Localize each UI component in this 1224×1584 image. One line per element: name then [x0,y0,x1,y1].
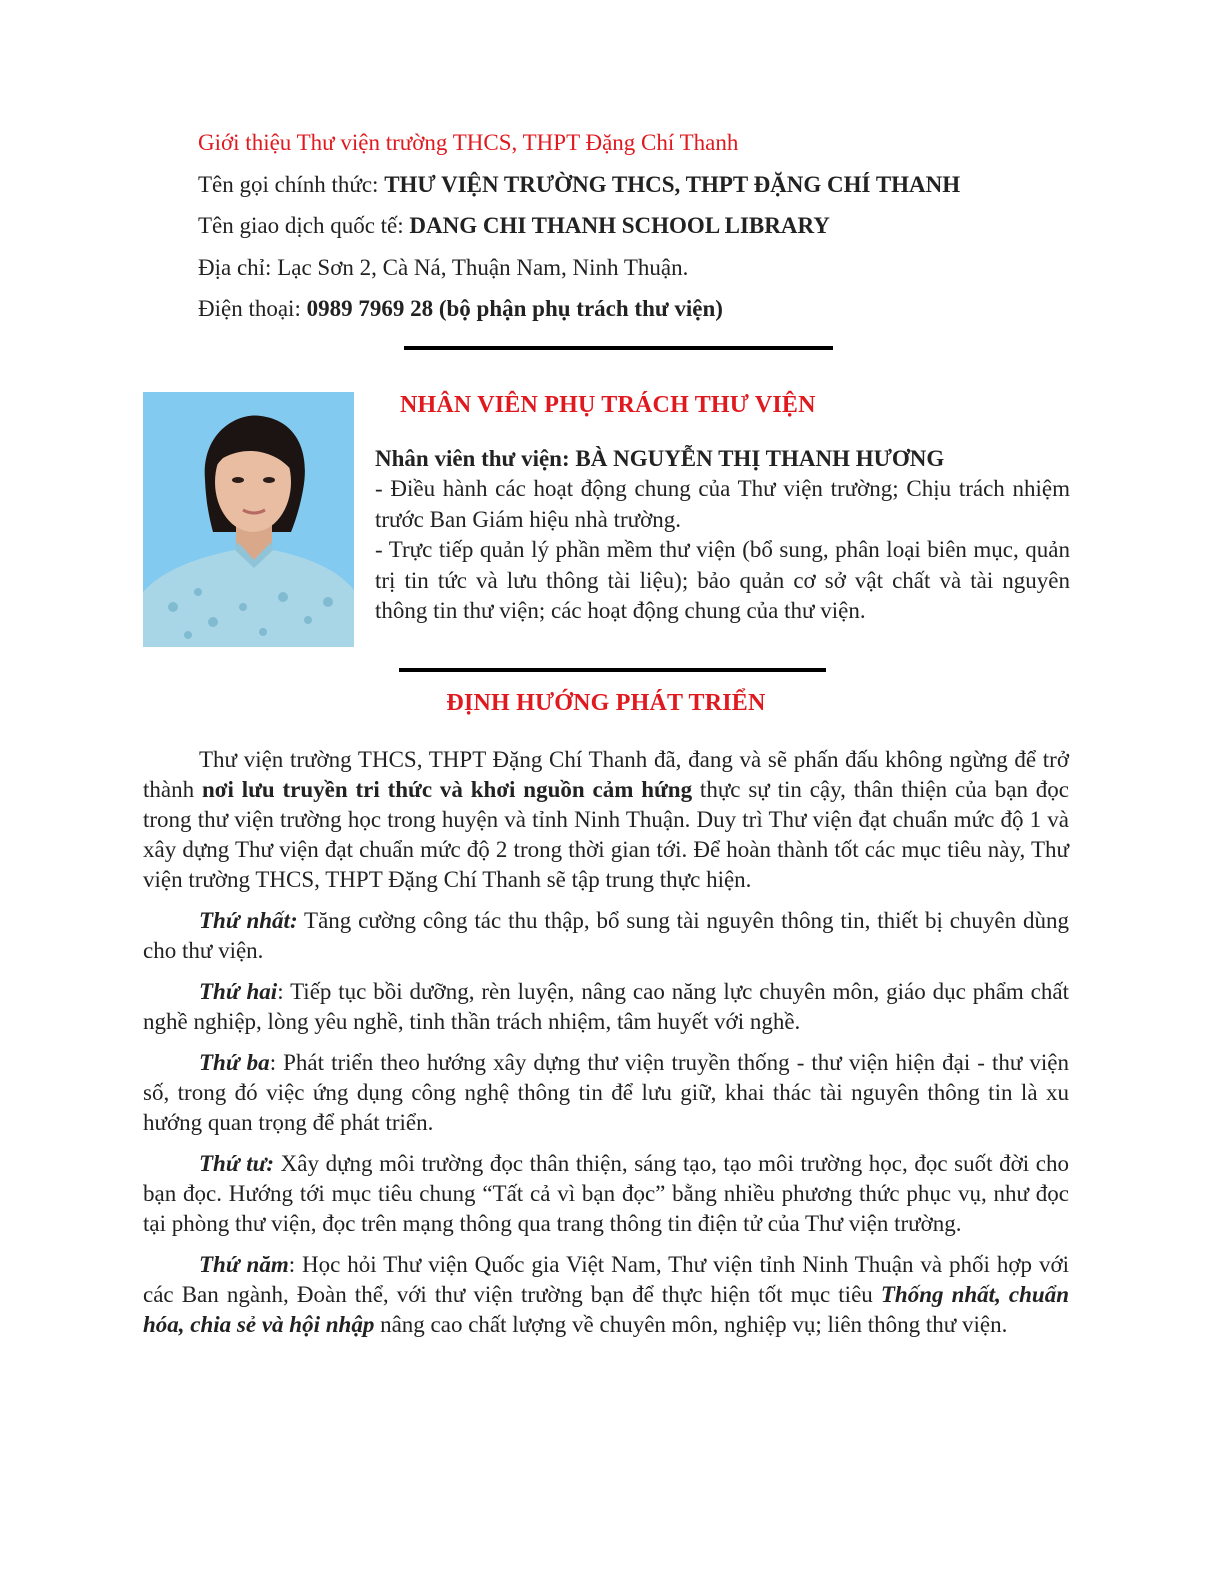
address-line: Địa chỉ: Lạc Sơn 2, Cà Ná, Thuận Nam, Ninh Thuận. [198,254,689,280]
p6-label: Thứ năm [199,1252,289,1277]
p5-label: Thứ tư: [199,1151,275,1176]
phone-value: 0989 7969 28 (bộ phận phụ trách thư viện) [306,296,723,321]
phone-line [198,288,1118,330]
staff-portrait-image [143,392,354,647]
intl-name-line [198,205,1118,247]
p6-text-b: nâng cao chất lượng về chuyên môn, nghiệp vụ; liên thông thư viện. [374,1312,1008,1337]
development-title: ĐỊNH HƯỚNG PHÁT TRIỂN [446,690,766,716]
p5-text: Xây dựng môi trường đọc thân thiện, sáng tạo, tạo môi trường học, đọc suốt đời cho bạn đọc. Hướng tới mục tiêu chung “Tất cả vì bạn đọc” bằng nhiều phương thức phục vụ, như đọc tại phòng thư viện, đọc trên mạng thông qua trang thông tin điện tử của Thư viện trường. [143,1151,1069,1236]
staff-duty-1: - Điều hành các hoạt động chung của Thư viện trường; Chịu trách nhiệm trước Ban Giám hiệu nhà trường. [375,476,1070,532]
p2-text: Tăng cường công tác thu thập, bổ sung tài nguyên thông tin, thiết bị chuyên dùng cho thư viện. [143,908,1069,963]
p4-label: Thứ ba [199,1050,270,1075]
staff-photo [143,392,354,647]
p6-bold-italic: Thống nhất, chuẩn hóa, chia sẻ và hội nhập [143,1282,1069,1337]
p2-label: Thứ nhất: [199,908,298,933]
para1-bold: nơi lưu truyền tri thức và khơi nguồn cảm hứng [201,777,693,802]
official-name-value: THƯ VIỆN TRƯỜNG THCS, THPT ĐẶNG CHÍ THANH [384,171,961,197]
para1-text-b: thực sự tin cậy, thân thiện của bạn đọc trong thư viện trường học trong huyện và tỉnh Ninh Thuận. Duy trì Thư viện đạt chuẩn mức độ 1 và xây dựng Thư viện đạt chuẩn mức độ 2 trong thời gian tới. Để hoàn thành tốt các mục tiêu này, Thư viện trường THCS, THPT Đặng Chí Thanh sẽ tập trung thực hiện. [143,777,1069,892]
intro-heading: Giới thiệu Thư viện trường THCS, THPT Đặng Chí Thanh [198,130,739,155]
staff-name-value: BÀ NGUYỄN THỊ THANH HƯƠNG [575,446,945,471]
official-name-line [198,164,1118,206]
staff-title: NHÂN VIÊN PHỤ TRÁCH THƯ VIỆN [400,392,816,418]
phone-label: Điện thoại: [198,296,307,321]
intro-section [198,122,1118,330]
development-paragraph-6 [143,1250,1069,1340]
development-paragraph-1 [143,745,1069,895]
intl-name-value: DANG CHI THANH SCHOOL LIBRARY [409,213,830,238]
staff-name-label: Nhân viên thư viện: [375,446,576,471]
divider-middle [399,668,826,672]
divider-top [404,346,833,350]
development-paragraph-4 [143,1048,1069,1138]
development-body [143,745,1069,1351]
development-paragraph-2 [143,906,1069,966]
staff-section [375,388,1070,627]
p3-text: : Tiếp tục bồi dưỡng, rèn luyện, nâng cao năng lực chuyên môn, giáo dục phẩm chất nghề nghiệp, lòng yêu nghề, tinh thần trách nhiệm, tâm huyết với nghề. [143,979,1069,1034]
intl-name-label: Tên giao dịch quốc tế: [198,213,410,238]
p4-text: : Phát triển theo hướng xây dựng thư viện truyền thống - thư viện hiện đại - thư viện số, trong đó việc ứng dụng công nghệ thông tin để lưu giữ, khai thác tài nguyên thông tin là xu hướng quan trọng để phát triển. [143,1050,1070,1135]
p6-text-a: : Học hỏi Thư viện Quốc gia Việt Nam, Thư viện tỉnh Ninh Thuận và phối hợp với các Ban ngành, Đoàn thể, với thư viện trường bạn để thực hiện tốt mục tiêu [143,1252,1070,1307]
staff-name-line [375,444,1070,474]
development-paragraph-3 [143,977,1069,1037]
official-name-label: Tên gọi chính thức: [198,171,385,197]
staff-duty-2: - Trực tiếp quản lý phần mềm thư viện (bổ sung, phân loại biên mục, quản trị tin tức và lưu thông tài liệu); bảo quản cơ sở vật chất và tài nguyên thông tin thư viện; các hoạt động chung của thư viện. [375,537,1070,623]
development-paragraph-5 [143,1149,1069,1239]
para1-text-a: Thư viện trường THCS, THPT Đặng Chí Thanh đã, đang và sẽ phấn đấu không ngừng để trở thành [143,747,1069,802]
p3-label: Thứ hai [199,979,278,1004]
